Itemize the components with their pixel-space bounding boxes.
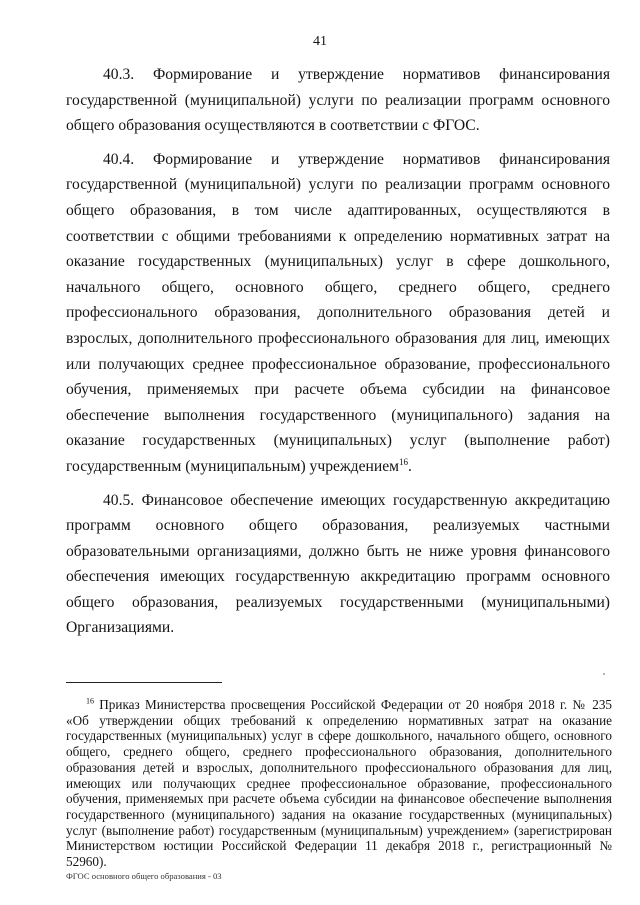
- paragraph-40-4: [66, 147, 610, 480]
- page-footer: ФГОС основного общего образования - 03: [66, 871, 222, 881]
- footnote-text: Приказ Министерства просвещения Российской Федерации от 20 ноября 2018 г. № 235 «Об утверждении общих требований к определению нормативных затрат на оказание государственных (муниципальных) услуг в сфере дошкольного, начального общего, основного общего, среднего общего, среднего профессионального образования, дополнительного образования детей и взрослых, дополнительного профессионального образования для лиц, имеющих или получающих среднее профессиональное образование, профессионального обучения, применяемых при расчете объема субсидии на финансовое обеспечение выполнения государственного (муниципального) задания на оказание государственных (муниципальных) услуг (выполнение работ) государственным (муниципальным) учреждением» (зарегистрирован Министерством юстиции Российской Федерации 11 декабря 2018 г., регистрационный № 52960).: [66, 697, 613, 870]
- page-number: 41: [313, 34, 327, 49]
- footnote-16: [66, 697, 612, 870]
- document-body: [66, 62, 610, 649]
- paragraph-end-punct: .: [408, 457, 412, 475]
- paragraph-40-5: 40.5. Финансовое обеспечение имеющих государственную аккредитацию программ основного общего образования, реализуемых частными образовательными организациями, должно быть не ниже уровня финансового обеспечения имеющих государственную аккредитацию программ основного общего образования, реализуемых государственными (муниципальными) Организациями.: [66, 491, 610, 637]
- footnote-separator: [66, 682, 222, 683]
- scan-speck: [603, 673, 605, 675]
- paragraph-40-4-text: 40.4. Формирование и утверждение нормативов финансирования государственной (муниципальной) услуги по реализации программ основного общего образования, в том числе адаптированных, осуществляются в соответствии с общими требованиями к определению нормативных затрат на оказание государственных (муниципальных) услуг в сфере дошкольного, начального общего, основного общего, среднего общего, среднего профессионального образования, дополнительного образования детей и взрослых, дополнительного профессионального образования для лиц, имеющих или получающих среднее профессиональное образование, профессионального обучения, применяемых при расчете объема субсидии на финансовое обеспечение выполнения государственного (муниципального) задания на оказание государственных (муниципальных) услуг (выполнение работ) государственным (муниципальным) учреждением: [66, 150, 610, 475]
- paragraph-40-3: 40.3. Формирование и утверждение нормативов финансирования государственной (муниципальной) услуги по реализации программ основного общего образования осуществляются в соответствии с ФГОС.: [66, 66, 610, 135]
- footnote-reference[interactable]: 16: [399, 456, 409, 467]
- footnote-marker: 16: [86, 696, 94, 706]
